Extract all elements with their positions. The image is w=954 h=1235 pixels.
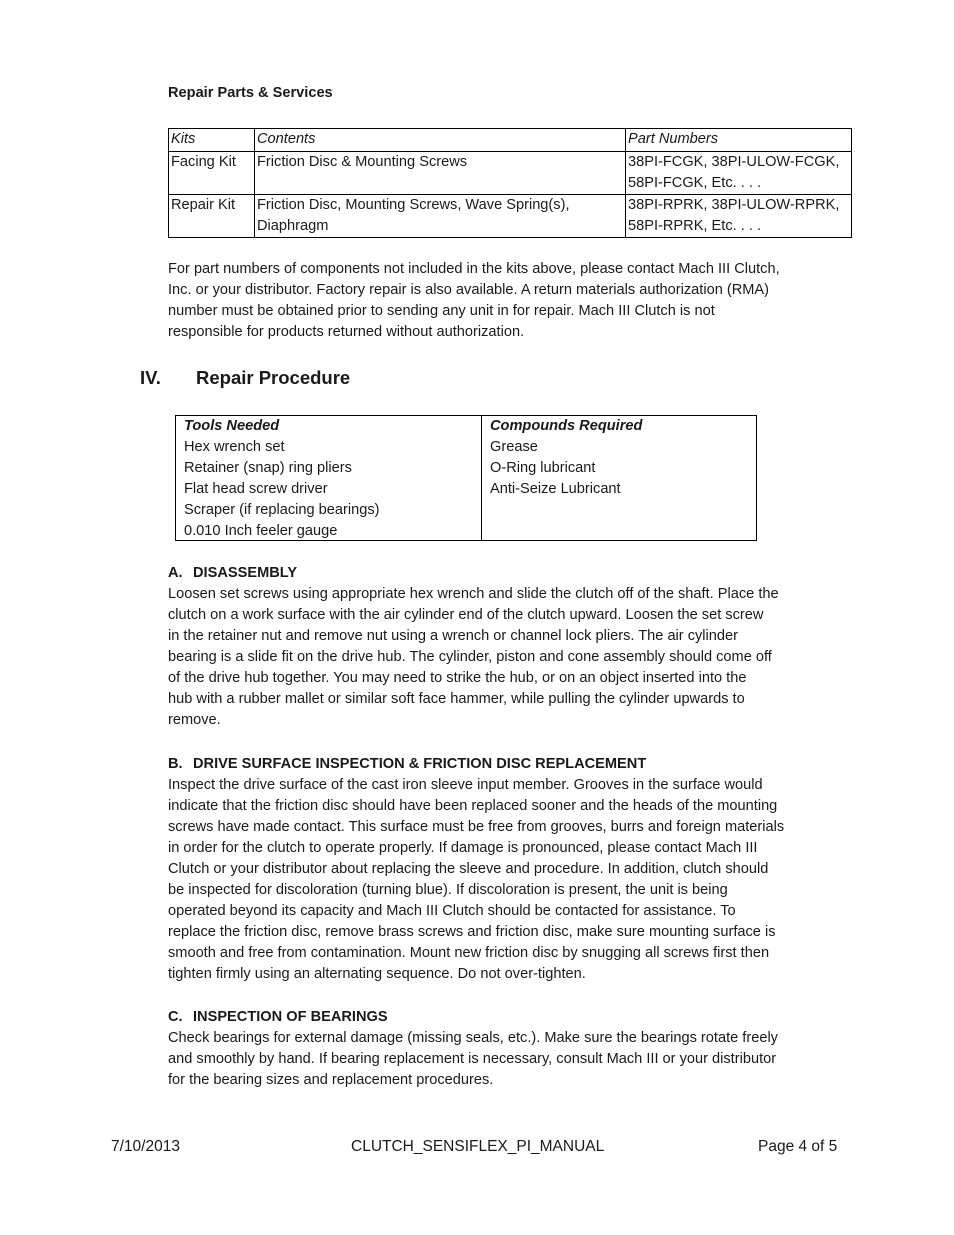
footer-page-number: Page 4 of 5 — [758, 1138, 838, 1155]
kit-name: Facing Kit — [169, 152, 255, 195]
subsection-letter: A. — [168, 565, 183, 581]
text-line: responsible for products returned without authorization. — [168, 324, 525, 340]
text-line: bearing is a slide fit on the drive hub. The cylinder, piston and cone assembly should come off — [168, 649, 772, 665]
header-part-numbers: Part Numbers — [626, 129, 852, 152]
text-line: and smoothly by hand. If bearing replacement is necessary, consult Mach III or your distributor — [168, 1051, 777, 1067]
subsection-letter: B. — [168, 756, 183, 772]
kit-part-numbers — [626, 152, 852, 195]
subsection-title: DRIVE SURFACE INSPECTION & FRICTION DISC REPLACEMENT — [193, 756, 647, 772]
text-line: screws have made contact. This surface must be free from grooves, burrs and foreign materials — [168, 819, 785, 835]
tool-item: Scraper (if replacing bearings) — [184, 502, 380, 518]
text-line: be inspected for discoloration (turning blue). If discoloration is present, the unit is being — [168, 882, 728, 898]
text-line: replace the friction disc, remove brass screws and friction disc, make sure mounting surface is — [168, 924, 776, 940]
text-line: tighten firmly using an alternating sequence. Do not over-tighten. — [168, 966, 586, 982]
text-line: indicate that the friction disc should have been replaced sooner and the heads of the mounting — [168, 798, 778, 814]
subsection-letter: C. — [168, 1009, 183, 1025]
kit-part-numbers — [626, 195, 852, 238]
text-line: Loosen set screws using appropriate hex wrench and slide the clutch off of the shaft. Place the — [168, 586, 779, 602]
disassembly-heading — [168, 563, 297, 584]
compound-item: Grease — [490, 439, 538, 455]
text-line: operated beyond its capacity and Mach III Clutch should be contacted for assistance. To — [168, 903, 736, 919]
footer-date: 7/10/2013 — [111, 1138, 180, 1155]
tools-column — [176, 416, 482, 540]
text-line: for the bearing sizes and replacement procedures. — [168, 1072, 494, 1088]
text-line: of the drive hub together. You may need to strike the hub, or on an object inserted into the — [168, 670, 747, 686]
contact-paragraph — [168, 259, 858, 343]
text-line: Clutch or your distributor about replacing the sleeve and procedure. In addition, clutch should — [168, 861, 769, 877]
tool-item: Flat head screw driver — [184, 481, 328, 497]
contents-line: Diaphragm — [257, 218, 329, 234]
subsection-title: DISASSEMBLY — [193, 565, 298, 581]
tool-item: 0.010 Inch feeler gauge — [184, 523, 338, 539]
part-numbers-line: 58PI-RPRK, Etc. . . . — [628, 218, 762, 234]
text-line: smooth and free from contamination. Mount new friction disc by snugging all screws first then — [168, 945, 770, 961]
text-line: Check bearings for external damage (missing seals, etc.). Make sure the bearings rotate freely — [168, 1030, 778, 1046]
disassembly-paragraph — [168, 584, 858, 731]
repair-parts-title: Repair Parts & Services — [168, 85, 333, 101]
text-line: For part numbers of components not included in the kits above, please contact Mach III Clutch, — [168, 261, 780, 277]
text-line: in order for the clutch to operate properly. If damage is pronounced, please contact Mach III — [168, 840, 758, 856]
drive-surface-heading — [168, 754, 646, 775]
text-line: Inspect the drive surface of the cast iron sleeve input member. Grooves in the surface would — [168, 777, 763, 793]
compound-item: O-Ring lubricant — [490, 460, 596, 476]
section-number: IV. — [140, 367, 161, 388]
part-numbers-line: 58PI-FCGK, Etc. . . . — [628, 175, 761, 191]
repair-kits-table — [168, 128, 852, 238]
tool-item: Hex wrench set — [184, 439, 285, 455]
text-line: remove. — [168, 712, 221, 728]
part-numbers-line: 38PI-RPRK, 38PI-ULOW-RPRK, — [628, 197, 840, 213]
table-row — [169, 152, 852, 195]
tools-compounds-table — [175, 415, 757, 541]
part-numbers-line: 38PI-FCGK, 38PI-ULOW-FCGK, — [628, 154, 840, 170]
text-line: number must be obtained prior to sending any unit in for repair. Mach III Clutch is not — [168, 303, 715, 319]
drive-surface-paragraph — [168, 775, 858, 985]
bearings-heading — [168, 1007, 388, 1028]
footer-document-name: CLUTCH_SENSIFLEX_PI_MANUAL — [351, 1138, 605, 1155]
header-contents: Contents — [255, 129, 626, 152]
kit-contents: Friction Disc & Mounting Screws — [255, 152, 626, 195]
text-line: clutch on a work surface with the air cylinder end of the clutch upward. Loosen the set screw — [168, 607, 764, 623]
header-kits: Kits — [169, 129, 255, 152]
compounds-column — [482, 416, 756, 540]
text-line: hub with a rubber mallet or similar soft face hammer, while pulling the cylinder upwards to — [168, 691, 745, 707]
compounds-header: Compounds Required — [490, 418, 643, 434]
table-row — [169, 195, 852, 238]
kit-contents — [255, 195, 626, 238]
tool-item: Retainer (snap) ring pliers — [184, 460, 352, 476]
contents-line: Friction Disc, Mounting Screws, Wave Spring(s), — [257, 197, 570, 213]
section-title: Repair Procedure — [196, 367, 351, 388]
bearings-paragraph — [168, 1028, 858, 1091]
subsection-title: INSPECTION OF BEARINGS — [193, 1009, 388, 1025]
section-heading — [140, 367, 350, 389]
tools-header: Tools Needed — [184, 418, 280, 434]
kit-name: Repair Kit — [169, 195, 255, 238]
table-header-row — [169, 129, 852, 152]
text-line: Inc. or your distributor. Factory repair is also available. A return materials authorization (RMA) — [168, 282, 770, 298]
compound-item: Anti-Seize Lubricant — [490, 481, 621, 497]
text-line: in the retainer nut and remove nut using a wrench or channel lock pliers. The air cylinder — [168, 628, 739, 644]
